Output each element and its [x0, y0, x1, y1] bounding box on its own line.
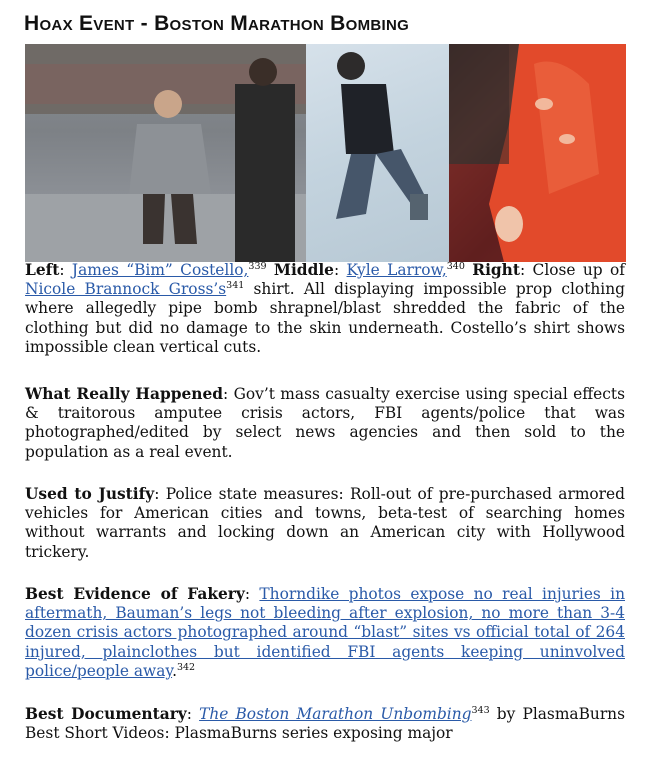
- photo-gross-shirt-illustration: [449, 44, 626, 262]
- footnote-ref-342[interactable]: 342: [176, 661, 196, 673]
- best-evidence-link[interactable]: Thorndike photos expose no real injuries in aftermath, Bauman’s legs not bleeding after explosion, no more than 3-4 dozen crisis actors photographed around “blast” sites vs official total of 264 injured, plainclothes but identified FBI agents keeping uninvolved police/people away: [25, 585, 626, 680]
- best-documentary-label: Best Documentary: [25, 705, 187, 723]
- photo-larrow-illustration: [306, 44, 449, 262]
- what-happened-text: Gov’t mass casualty exercise using special effects & traitorous amputee crisis actors, FBI agents/police that was photographed/edited by select news agencies and then sold to the population as a real event.: [25, 385, 625, 461]
- photo-caption: Left: James “Bim” Costello,$^{339}$ Middle: Kyle Larrow,$^{340}$ Right: Close up of Nicole Brannock $Gross’s^{341}$ shirt. All displaying impossible prop clothing where allegedly pipe bomb shrapnel/blast shredded the fabric of the clothing but did no damage to the skin underneath. Costello’s shirt shows impossible clean vertical cuts.: [25, 261, 625, 356]
- what-happened-label: What Really Happened: [25, 385, 224, 403]
- footnote-ref-340[interactable]: 340: [446, 261, 465, 272]
- caption-left-label: Left: [25, 261, 60, 279]
- photo-gross-shirt: [449, 44, 626, 262]
- caption-body: shirt. All displaying impossible prop clothing where allegedly pipe bomb shrapnel/blast shredded the fabric of the clothing but did no damage to the skin underneath. Costello’s shirt shows impossible clean vertical cuts.: [25, 280, 625, 356]
- photo-costello: [25, 44, 306, 262]
- what-really-happened: What Really Happened: Gov’t mass casualty exercise using special effects & traitorous amputee crisis actors, FBI agents/police that was photographed/edited by select news agencies and then sold to the population as a real event.: [25, 385, 625, 461]
- documentary-line2: PlasmaBurns Best Short Videos: PlasmaBurns series exposing major: [25, 705, 625, 743]
- link-gross[interactable]: Nicole Brannock Gross’s: [25, 280, 227, 299]
- best-evidence-tail: .: [172, 661, 177, 680]
- documentary-after: by: [496, 705, 516, 723]
- photo-strip: [25, 44, 626, 262]
- footnote-ref-339[interactable]: 339: [248, 261, 267, 272]
- footnote-ref-341[interactable]: 341: [226, 280, 245, 292]
- photo-larrow: [306, 44, 449, 262]
- best-evidence: Best Evidence of Fakery: Thorndike photos expose no real injuries in aftermath, Bauman’s legs not bleeding after explosion, no more than 3-4 dozen crisis actors photographed around “blast” sites vs official total of 264 injured, plainclothes but identified FBI agents keeping uninvolved police/people away.$^{342}$: [25, 585, 626, 680]
- link-costello[interactable]: James “Bim” Costello,: [71, 261, 249, 279]
- caption-middle-label: Middle: [273, 261, 334, 279]
- photo-costello-illustration: [25, 44, 306, 262]
- documentary-link[interactable]: The Boston Marathon Unbombing: [199, 705, 472, 723]
- link-larrow[interactable]: Kyle Larrow,: [346, 261, 447, 279]
- page-title: Hoax Event - Boston Marathon Bombing: [24, 12, 410, 35]
- best-evidence-label: Best Evidence of Fakery: [25, 585, 245, 603]
- used-to-justify-text: Police state measures: Roll-out of pre-purchased armored vehicles for American cities and towns, beta-test of searching homes without warrants and locking down an American city with Hollywood trickery.: [25, 485, 626, 561]
- footnote-ref-343[interactable]: 343: [471, 705, 490, 716]
- used-to-justify: Used to Justify: Police state measures: Roll-out of pre-purchased armored vehicles for American cities and towns, beta-test of searching homes without warrants and locking down an American city with Hollywood trickery.: [25, 485, 626, 561]
- best-documentary: Best Documentary: The Boston Marathon Unbombing$^{343}$ by PlasmaBurns Best Short Videos: PlasmaBurns series exposing major: [25, 705, 625, 743]
- caption-right-pre: Close up of: [532, 261, 625, 279]
- used-to-justify-label: Used to Justify: [25, 485, 155, 503]
- caption-right-label: Right: [472, 261, 520, 279]
